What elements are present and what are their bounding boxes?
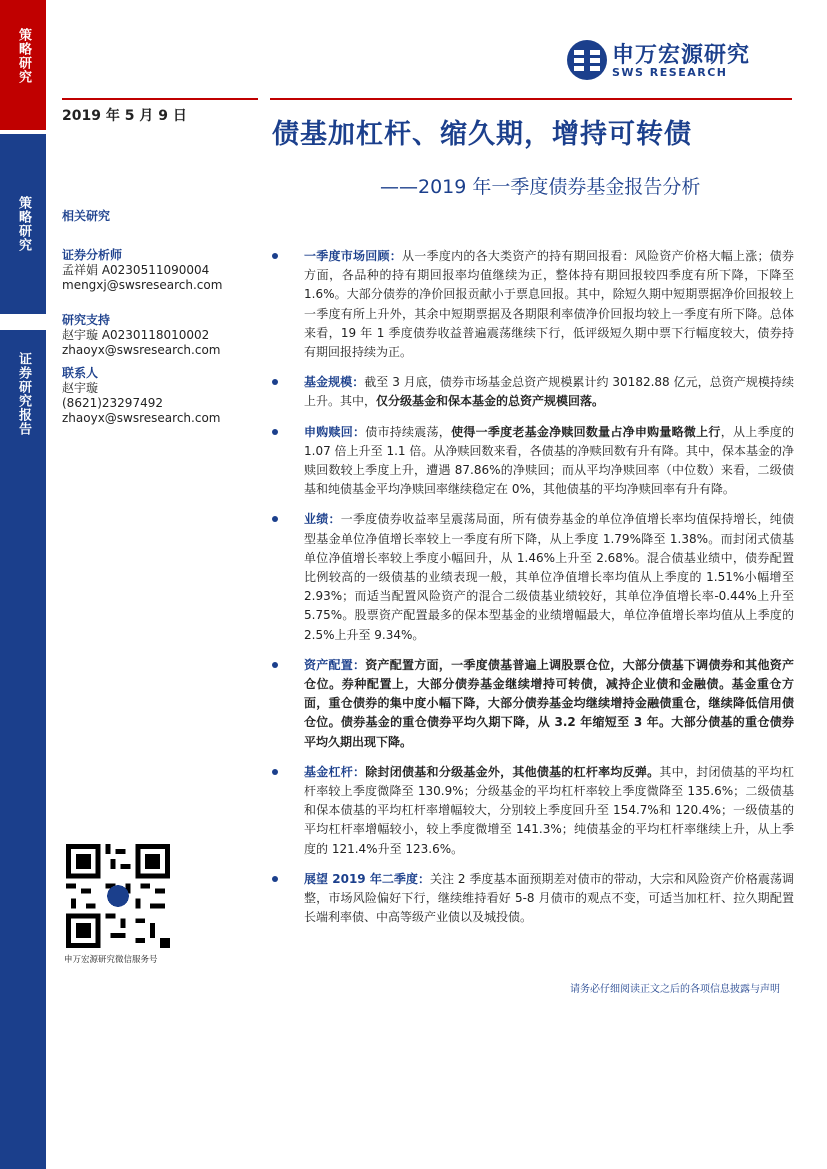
analyst-email[interactable]: mengxj@swsresearch.com xyxy=(62,278,223,292)
bullet-icon xyxy=(272,516,278,522)
qr-caption: 申万宏源研究微信服务号 xyxy=(64,955,158,965)
logo-english-name: SWS RESEARCH xyxy=(612,66,728,79)
list-item xyxy=(282,656,794,752)
summary-list xyxy=(282,247,794,939)
list-item xyxy=(282,423,794,500)
bullet-icon xyxy=(272,379,278,385)
item-text: 债市持续震荡， xyxy=(365,424,452,439)
bullet-icon xyxy=(272,876,278,882)
sidebar-tag-strategy: 策略研究 xyxy=(16,28,31,84)
item-keyword: 资产配置： xyxy=(304,657,366,672)
contact-phone: (8621)23297492 xyxy=(62,396,163,410)
support-name: 赵宇璇 A0230118010002 xyxy=(62,328,210,342)
bullet-icon xyxy=(272,253,278,259)
related-research-heading: 相关研究 xyxy=(62,209,111,223)
item-text: 一季度债券收益率呈震荡局面，所有债券基金的单位净值增长率均值保持增长，纯债型基金单位净值增长率较上一季度有所下降，从上季度 1.79%降至 1.38%。而封闭式债基单位净值增长率较上季度小幅回升，从 1.46%上升至 2.68%。混合债基业绩中，债券配置比例较高的一级债基的业绩表现一般，其单位净值增长率均值从上季度的 1.51%小幅增至 2.93%；而适当配置风险资产的混合二级债基业绩较好，其单位净值增长率-0.44%上升至 5.75%。股票资产配置最多的保本型基金的业绩增幅最大，单位净值增长率均值从上季度的 2.5%上升至 9.34%。 xyxy=(304,512,794,642)
item-keyword: 申购赎回： xyxy=(304,424,366,439)
header-divider-left xyxy=(62,98,258,100)
list-item xyxy=(282,373,794,411)
item-keyword: 基金杠杆： xyxy=(304,764,366,779)
item-text: 从一季度内的各大类资产的持有期回报看：风险资产价格大幅上涨；债券方面，各品种的持有期回报率均值继续为正，整体持有期回报较四季度有所下降，下降至 1.6%。大部分债券的净价回报贡献小于票息回报。其中，除短久期中短期票据净价回报较上一季度有所上升外，其余中短期票据及各期限利率债净价回报均较上一季度有所下降。总体来看，19 年 1 季度债券收益普遍震荡继续下行，低评级短久期中票下行幅度较大，债券持有期回报持续为正。 xyxy=(304,249,794,360)
item-keyword: 一季度市场回顾： xyxy=(304,249,403,263)
list-item xyxy=(282,763,794,859)
item-text: 关注 2 季度基本面预期差对债市的带动，大宗和风险资产价格震荡调整，市场风险偏好下行，继续维持看好 5-8 月债市的观点不变，可适当加杠杆、拉久期配置长端利率债、中高等级产业债以及城投债。 xyxy=(304,871,794,925)
sws-logo-icon xyxy=(566,38,608,82)
item-text: 其中，封闭债基的平均杠杆率较上季度微降至 130.9%；分级基金的平均杠杆率较上季度微降至 135.6%；二级债基和保本债基的平均杠杆率增幅较大，分别较上季度回升至 154.7%和 120.4%；一级债基的平均杠杆率增幅较小，较上季度微增至 141.3%；纯债基金的平均杠杆率继续上升，从上季度的 121.4%升至 123.6%。 xyxy=(304,764,794,856)
item-emphasis: 资产配置方面，一季度债基普遍上调股票仓位，大部分债基下调债券和其他资产仓位。券种配置上，大部分债券基金继续增持可转债，减持企业债和金融债。基金重仓方面，重仓债券的集中度小幅下降，大部分债券基金均继续增持金融债重仓，继续降低信用债仓位。债券基金的重仓债券平均久期下降，从 3.2 年缩短至 3 年。大部分债基的重仓债券平均久期出现下降。 xyxy=(304,657,794,749)
item-keyword: 展望 2019 年二季度： xyxy=(304,871,430,886)
item-keyword: 基金规模： xyxy=(304,375,365,390)
list-item xyxy=(282,510,794,644)
list-item xyxy=(282,247,794,362)
contact-name: 赵宇璇 xyxy=(62,381,99,395)
left-column xyxy=(62,209,222,426)
support-heading: 研究支持 xyxy=(62,313,111,327)
item-emphasis: 使得一季度老基金净赎回数量占净申购量略微上行 xyxy=(451,424,721,439)
item-emphasis: 仅分级基金和保本基金的总资产规模回落。 xyxy=(376,394,605,409)
list-item xyxy=(282,870,794,928)
logo-chinese-name: 申万宏源研究 xyxy=(612,43,751,68)
item-text: 截至 3 月底，债券市场基金总资产规模累计约 30182.88 亿元，总资产规模持续上升。其中， xyxy=(304,375,794,409)
bullet-icon xyxy=(272,662,278,668)
wechat-qr-code-icon xyxy=(66,844,170,948)
report-title: 债基加杠杆、缩久期，增持可转债 xyxy=(272,119,692,150)
sidebar-tag-strategy-2: 策略研究 xyxy=(16,196,31,252)
item-text: ，从上季度的 1.07 倍上升至 1.1 倍。从净赎回数来看，各债基的净赎回数有升有降。其中，保本基金的净赎回数较上季度上升，遭遇 87.86%的净赎回；而从平均净赎回率（中位数）来看，二级债基和纯债基金平均净赎回率继续稳定在 0%，其他债基的平均净赎回率有升有降。 xyxy=(304,424,794,497)
support-email[interactable]: zhaoyx@swsresearch.com xyxy=(62,343,221,357)
contact-email[interactable]: zhaoyx@swsresearch.com xyxy=(62,411,221,425)
header-divider-right xyxy=(270,98,792,100)
analyst-heading: 证券分析师 xyxy=(62,248,123,262)
report-subtitle: ——2019 年一季度债券基金报告分析 xyxy=(380,176,701,198)
item-emphasis: 除封闭债基和分级基金外，其他债基的杠杆率均反弹。 xyxy=(365,764,660,779)
bullet-icon xyxy=(272,429,278,435)
disclaimer-notice: 请务必仔细阅读正文之后的各项信息披露与声明 xyxy=(570,984,780,995)
report-date: 2019 年 5 月 9 日 xyxy=(62,108,187,124)
analyst-name: 孟祥娟 A0230511090004 xyxy=(62,263,210,277)
item-keyword: 业绩： xyxy=(304,512,341,527)
bullet-icon xyxy=(272,769,278,775)
contact-heading: 联系人 xyxy=(62,366,99,380)
sidebar-blue-tab-2 xyxy=(0,330,46,1169)
sidebar-tag-securities-report: 证券研究报告 xyxy=(16,352,31,436)
